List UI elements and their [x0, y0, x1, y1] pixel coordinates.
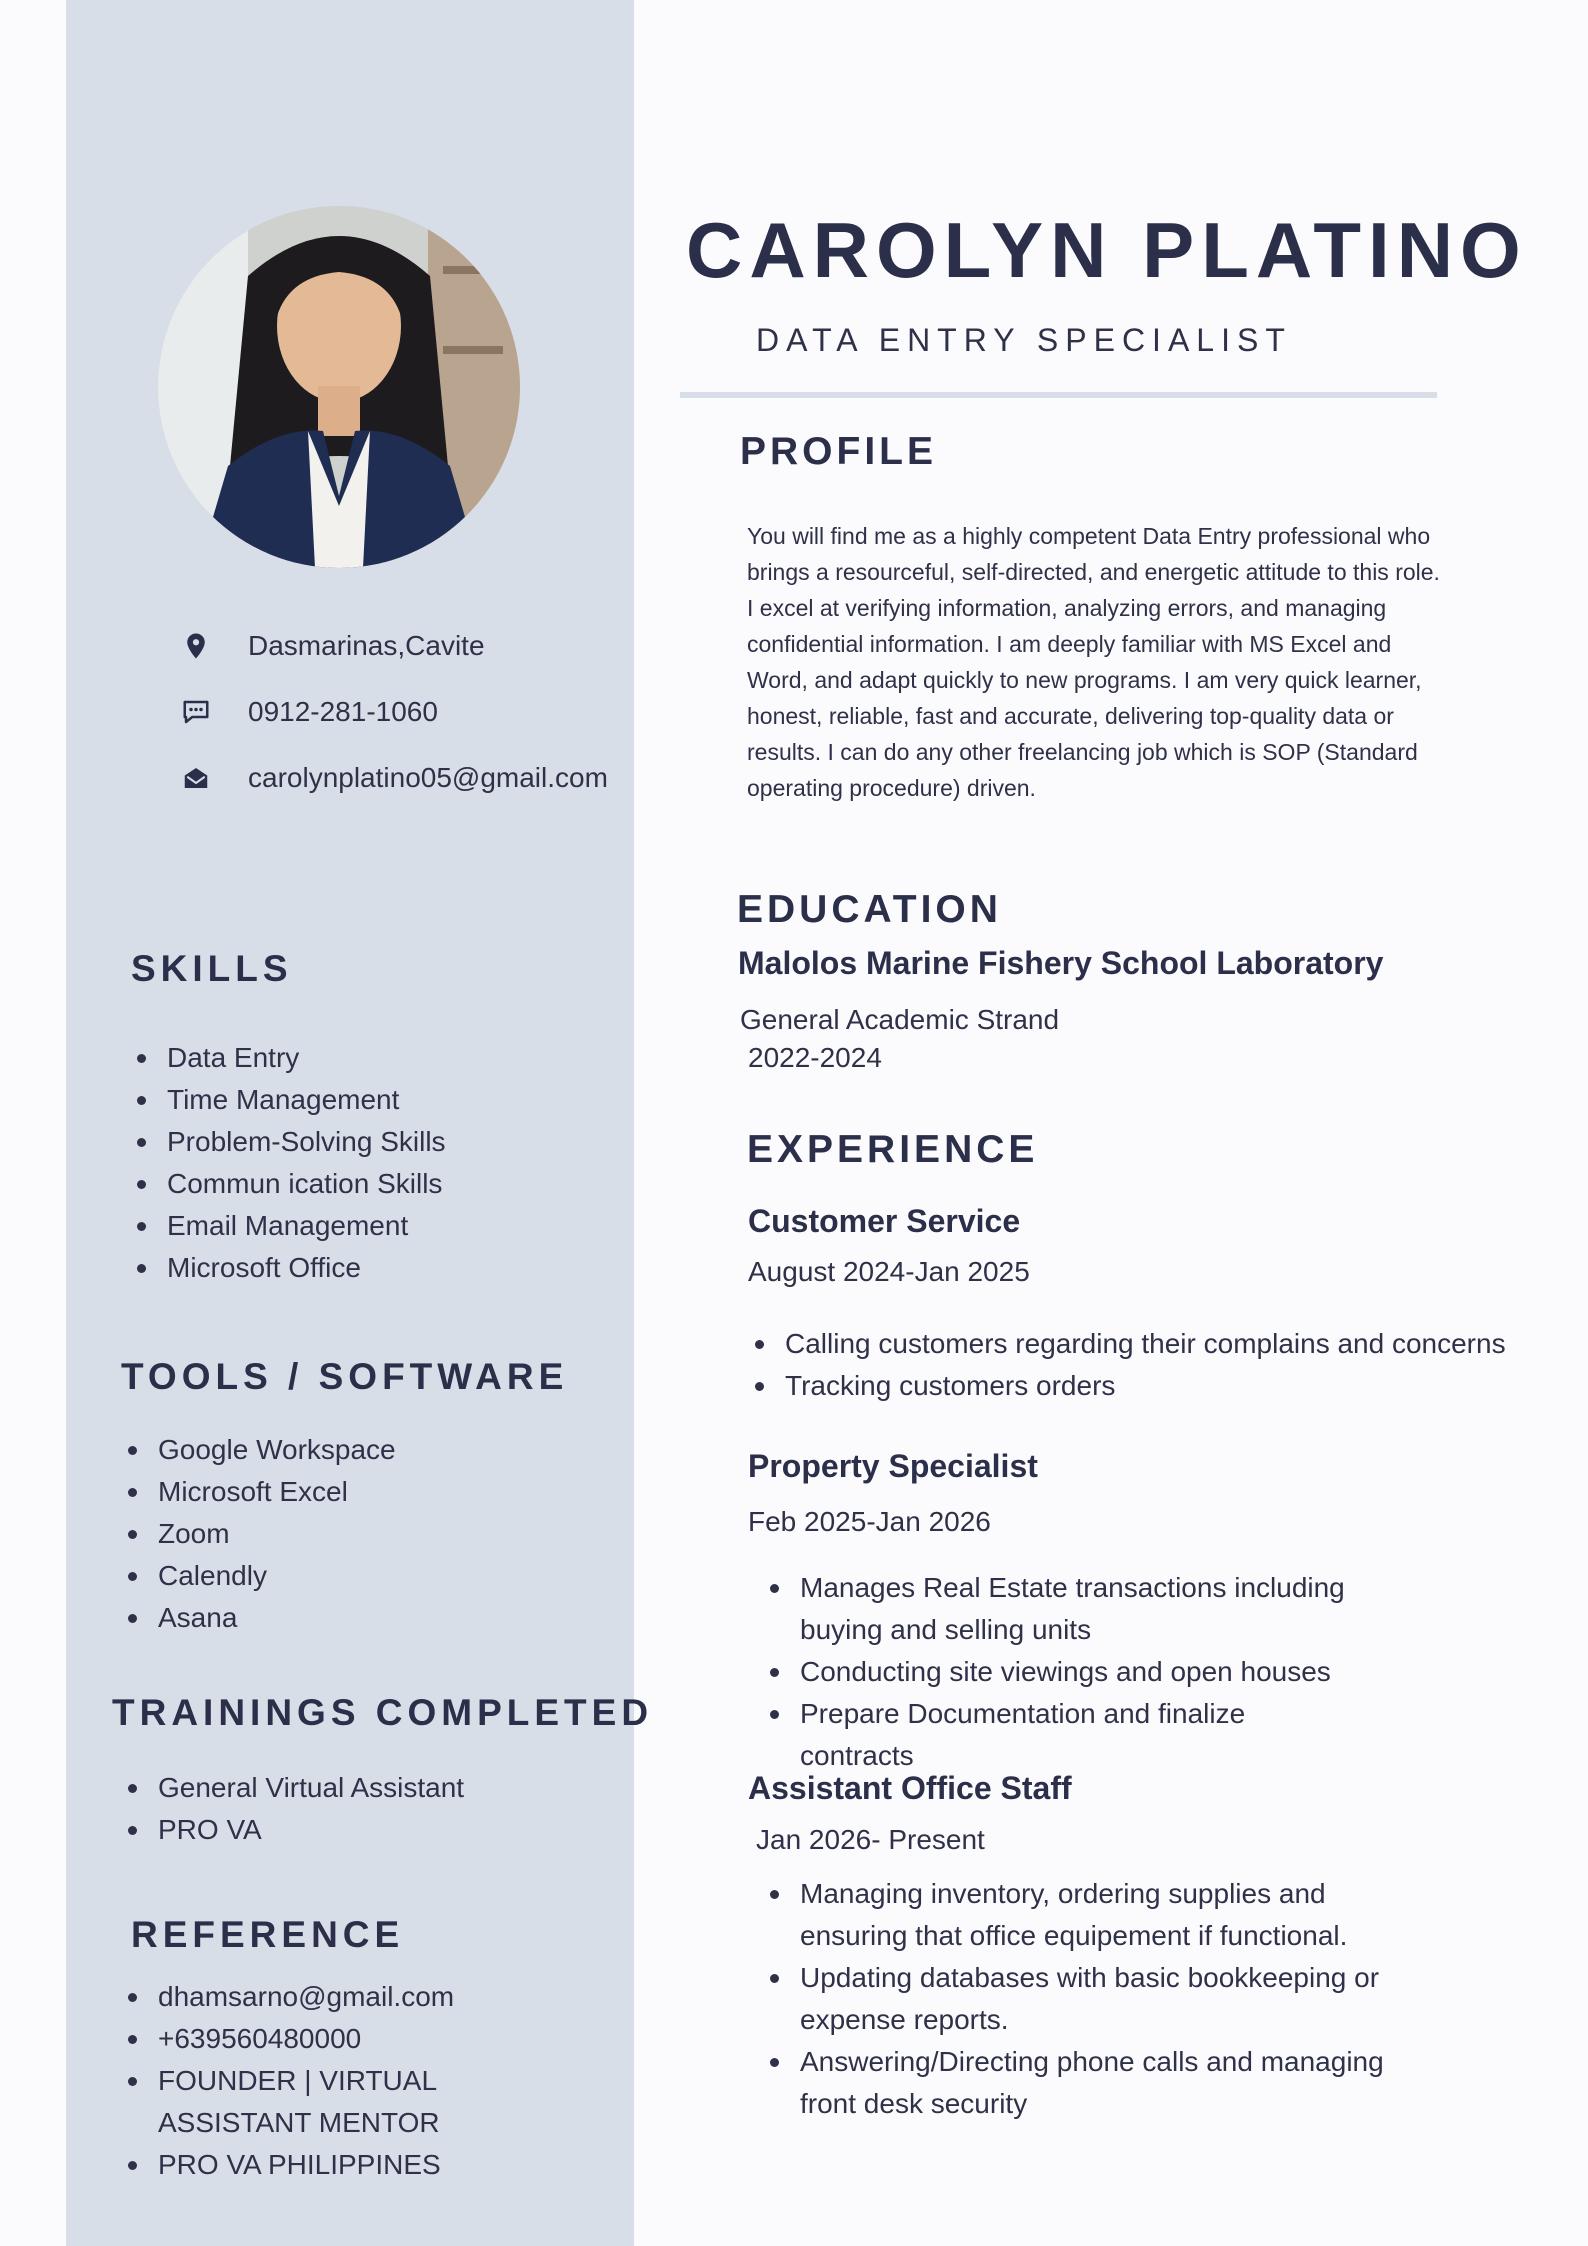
- job-dates-3: Jan 2026- Present: [756, 1824, 985, 1855]
- job-title-3: Assistant Office Staff: [748, 1770, 1072, 1806]
- education-heading: EDUCATION: [737, 888, 1002, 931]
- contact-location: [178, 626, 638, 666]
- trainings-list: [122, 1767, 464, 1851]
- list-item: PRO VA PHILIPPINES: [122, 2144, 592, 2186]
- list-item: dhamsarno@gmail.com: [122, 1976, 592, 2018]
- list-item: Microsoft Office: [131, 1247, 446, 1289]
- list-item: FOUNDER | VIRTUAL ASSISTANT MENTOR: [122, 2060, 592, 2144]
- reference-heading: REFERENCE: [131, 1914, 405, 1955]
- list-item: Email Management: [131, 1205, 446, 1247]
- list-item: Conducting site viewings and open houses: [764, 1651, 1354, 1693]
- list-item: Commun ication Skills: [131, 1163, 446, 1205]
- list-item: Updating databases with basic bookkeeping or expense reports.: [764, 1957, 1404, 2041]
- job-dates-2: Feb 2025-Jan 2026: [748, 1506, 991, 1537]
- list-item: Zoom: [122, 1513, 396, 1555]
- candidate-name: CAROLYN PLATINO: [686, 206, 1528, 294]
- job-bullets-1: [749, 1323, 1506, 1407]
- header-divider: [680, 392, 1437, 398]
- list-item: PRO VA: [122, 1809, 464, 1851]
- experience-heading: EXPERIENCE: [747, 1128, 1039, 1171]
- job-bullets-2: [764, 1567, 1354, 1777]
- trainings-heading: TRAININGS COMPLETED: [112, 1692, 654, 1733]
- list-item: Data Entry: [131, 1037, 446, 1079]
- list-item: Prepare Documentation and finalize contracts: [764, 1693, 1354, 1777]
- school-name: Malolos Marine Fishery School Laboratory: [738, 945, 1384, 981]
- education-years: 2022-2024: [748, 1042, 882, 1073]
- contact-email: [178, 758, 638, 798]
- phone-text: 0912-281-1060: [248, 696, 438, 727]
- skills-heading: SKILLS: [131, 948, 293, 989]
- list-item: Microsoft Excel: [122, 1471, 396, 1513]
- location-pin-icon: [178, 628, 214, 664]
- skills-list: [131, 1037, 446, 1289]
- list-item: Problem-Solving Skills: [131, 1121, 446, 1163]
- list-item: Manages Real Estate transactions including buying and selling units: [764, 1567, 1354, 1651]
- location-text: Dasmarinas,Cavite: [248, 630, 485, 661]
- list-item: Calling customers regarding their complains and concerns: [749, 1323, 1506, 1365]
- tools-list: [122, 1429, 396, 1639]
- email-text: carolynplatino05@gmail.com: [248, 762, 608, 793]
- list-item: +639560480000: [122, 2018, 592, 2060]
- profile-heading: PROFILE: [740, 430, 938, 473]
- list-item: Time Management: [131, 1079, 446, 1121]
- chat-bubble-icon: [178, 694, 214, 730]
- list-item: Managing inventory, ordering supplies and ensuring that office equipement if functional.: [764, 1873, 1404, 1957]
- profile-photo: [158, 206, 520, 568]
- list-item: Calendly: [122, 1555, 396, 1597]
- contact-phone: [178, 692, 638, 732]
- list-item: General Virtual Assistant: [122, 1767, 464, 1809]
- job-title-2: Property Specialist: [748, 1448, 1038, 1484]
- tools-heading: TOOLS / SOFTWARE: [121, 1356, 569, 1397]
- list-item: Google Workspace: [122, 1429, 396, 1471]
- profile-text: You will find me as a highly competent Data Entry professional who brings a resourceful, self-directed, and energetic attitude to this role. I excel at verifying information, analyzing errors, and managing confidential information. I am deeply familiar with MS Excel and Word, and adapt quickly to new programs. I am very quick learner, honest, reliable, fast and accurate, delivering top-quality data or results. I can do any other freelancing job which is SOP (Standard operating procedure) driven.: [747, 523, 1440, 801]
- job-dates-1: August 2024-Jan 2025: [748, 1256, 1030, 1287]
- envelope-icon: [178, 760, 214, 796]
- reference-list: [122, 1976, 592, 2186]
- list-item: Answering/Directing phone calls and managing front desk security: [764, 2041, 1404, 2125]
- list-item: Tracking customers orders: [749, 1365, 1506, 1407]
- education-strand: General Academic Strand: [740, 1004, 1060, 1035]
- job-title: DATA ENTRY SPECIALIST: [756, 322, 1292, 358]
- job-bullets-3: [764, 1873, 1404, 2125]
- job-title-1: Customer Service: [748, 1203, 1021, 1239]
- list-item: Asana: [122, 1597, 396, 1639]
